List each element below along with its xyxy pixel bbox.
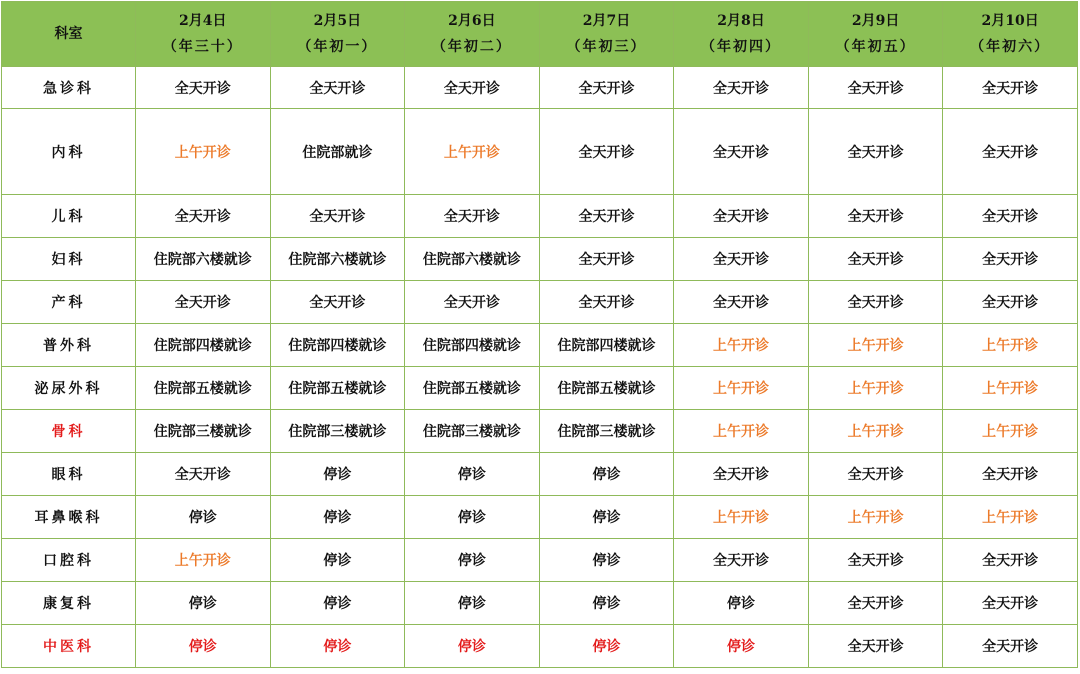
schedule-cell: 全天开诊: [539, 109, 674, 195]
dept-name-cell: 儿科: [2, 195, 136, 238]
schedule-cell: 上午开诊: [674, 367, 809, 410]
table-row: [2, 367, 1078, 410]
schedule-cell: 全天开诊: [674, 453, 809, 496]
table-row: [2, 582, 1078, 625]
schedule-body: [2, 67, 1078, 668]
schedule-cell: 全天开诊: [539, 238, 674, 281]
day-date: 2月8日: [717, 13, 765, 29]
schedule-cell: 全天开诊: [943, 453, 1078, 496]
table-row: [2, 324, 1078, 367]
dept-name-cell: 急诊科: [2, 67, 136, 109]
day-header: [539, 2, 674, 67]
schedule-cell: 上午开诊: [808, 367, 943, 410]
schedule-cell: 停诊: [270, 625, 405, 668]
table-row: [2, 281, 1078, 324]
schedule-cell: 停诊: [539, 625, 674, 668]
table-row: [2, 453, 1078, 496]
dept-name-cell: 内科: [2, 109, 136, 195]
schedule-cell: 上午开诊: [943, 496, 1078, 539]
schedule-cell: 全天开诊: [943, 281, 1078, 324]
dept-name-cell: 眼科: [2, 453, 136, 496]
table-row: [2, 625, 1078, 668]
day-lunar: （年初六）: [970, 39, 1051, 55]
schedule-cell: 住院部三楼就诊: [539, 410, 674, 453]
schedule-cell: 全天开诊: [674, 539, 809, 582]
dept-name-cell: 口腔科: [2, 539, 136, 582]
day-lunar: （年初一）: [297, 39, 378, 55]
dept-name-cell: 泌尿外科: [2, 367, 136, 410]
schedule-cell: 住院部就诊: [270, 109, 405, 195]
schedule-cell: 住院部四楼就诊: [539, 324, 674, 367]
schedule-cell: 停诊: [136, 625, 271, 668]
schedule-cell: 全天开诊: [405, 195, 540, 238]
schedule-cell: 全天开诊: [405, 67, 540, 109]
day-header: [405, 2, 540, 67]
dept-name-cell: 产科: [2, 281, 136, 324]
schedule-cell: 住院部五楼就诊: [136, 367, 271, 410]
schedule-cell: 住院部五楼就诊: [405, 367, 540, 410]
dept-name-cell: 康复科: [2, 582, 136, 625]
schedule-cell: 全天开诊: [674, 195, 809, 238]
schedule-cell: 全天开诊: [808, 281, 943, 324]
day-lunar: （年三十）: [162, 39, 243, 55]
day-lunar: （年初四）: [701, 39, 782, 55]
schedule-cell: 上午开诊: [808, 496, 943, 539]
schedule-cell: 全天开诊: [539, 67, 674, 109]
day-header: [674, 2, 809, 67]
schedule-cell: 停诊: [539, 582, 674, 625]
schedule-cell: 全天开诊: [270, 281, 405, 324]
dept-name-cell: 普外科: [2, 324, 136, 367]
schedule-cell: 全天开诊: [808, 625, 943, 668]
day-date: 2月5日: [313, 13, 362, 29]
schedule-cell: 住院部五楼就诊: [539, 367, 674, 410]
schedule-cell: 住院部四楼就诊: [270, 324, 405, 367]
schedule-cell: 上午开诊: [943, 324, 1078, 367]
table-row: [2, 496, 1078, 539]
table-row: [2, 410, 1078, 453]
schedule-cell: 停诊: [270, 453, 405, 496]
schedule-cell: 停诊: [539, 496, 674, 539]
schedule-cell: 全天开诊: [405, 281, 540, 324]
schedule-cell: 全天开诊: [943, 539, 1078, 582]
schedule-cell: 全天开诊: [136, 453, 271, 496]
schedule-cell: 全天开诊: [808, 539, 943, 582]
schedule-cell: 上午开诊: [674, 324, 809, 367]
schedule-cell: 停诊: [136, 582, 271, 625]
dept-header-label: 科室: [54, 26, 83, 42]
schedule-cell: 全天开诊: [808, 195, 943, 238]
day-date: 2月10日: [981, 13, 1039, 29]
schedule-cell: 全天开诊: [943, 67, 1078, 109]
schedule-cell: 上午开诊: [943, 367, 1078, 410]
schedule-cell: 停诊: [539, 539, 674, 582]
day-lunar: （年初五）: [835, 39, 916, 55]
schedule-cell: 全天开诊: [136, 67, 271, 109]
dept-name-cell: 中医科: [2, 625, 136, 668]
schedule-cell: 停诊: [405, 625, 540, 668]
table-row: [2, 238, 1078, 281]
table-row: [2, 67, 1078, 109]
schedule-cell: 住院部三楼就诊: [270, 410, 405, 453]
clinic-schedule-table: [1, 1, 1078, 668]
header-row: [2, 2, 1078, 67]
day-header: [808, 2, 943, 67]
dept-name-cell: 耳鼻喉科: [2, 496, 136, 539]
schedule-cell: 全天开诊: [674, 281, 809, 324]
dept-column-header: [2, 2, 136, 67]
schedule-cell: 全天开诊: [808, 582, 943, 625]
schedule-cell: 住院部六楼就诊: [405, 238, 540, 281]
schedule-cell: 停诊: [405, 496, 540, 539]
day-lunar: （年初三）: [566, 39, 647, 55]
schedule-cell: 上午开诊: [136, 539, 271, 582]
schedule-cell: 停诊: [270, 582, 405, 625]
table-row: [2, 109, 1078, 195]
schedule-cell: 全天开诊: [539, 195, 674, 238]
schedule-cell: 全天开诊: [943, 195, 1078, 238]
schedule-cell: 住院部六楼就诊: [270, 238, 405, 281]
schedule-cell: 停诊: [405, 582, 540, 625]
schedule-cell: 停诊: [674, 582, 809, 625]
dept-name-cell: 妇科: [2, 238, 136, 281]
schedule-cell: 全天开诊: [808, 453, 943, 496]
schedule-cell: 全天开诊: [674, 238, 809, 281]
day-header: [270, 2, 405, 67]
schedule-cell: 上午开诊: [808, 410, 943, 453]
schedule-cell: 全天开诊: [808, 109, 943, 195]
schedule-cell: 全天开诊: [270, 195, 405, 238]
schedule-cell: 上午开诊: [808, 324, 943, 367]
schedule-cell: 停诊: [270, 496, 405, 539]
schedule-cell: 全天开诊: [674, 109, 809, 195]
schedule-cell: 住院部四楼就诊: [136, 324, 271, 367]
schedule-cell: 全天开诊: [943, 625, 1078, 668]
schedule-cell: 住院部六楼就诊: [136, 238, 271, 281]
schedule-cell: 全天开诊: [539, 281, 674, 324]
schedule-cell: 停诊: [539, 453, 674, 496]
day-lunar: （年初二）: [431, 39, 512, 55]
schedule-cell: 住院部三楼就诊: [405, 410, 540, 453]
schedule-cell: 全天开诊: [943, 582, 1078, 625]
schedule-cell: 上午开诊: [405, 109, 540, 195]
day-date: 2月4日: [179, 13, 227, 29]
schedule-cell: 停诊: [405, 539, 540, 582]
day-date: 2月7日: [582, 13, 631, 29]
schedule-cell: 全天开诊: [808, 238, 943, 281]
schedule-cell: 停诊: [674, 625, 809, 668]
schedule-cell: 全天开诊: [808, 67, 943, 109]
schedule-cell: 全天开诊: [136, 195, 271, 238]
schedule-cell: 全天开诊: [674, 67, 809, 109]
day-header: [136, 2, 271, 67]
schedule-cell: 停诊: [270, 539, 405, 582]
schedule-cell: 上午开诊: [674, 410, 809, 453]
schedule-cell: 停诊: [405, 453, 540, 496]
day-date: 2月9日: [851, 13, 900, 29]
schedule-cell: 住院部三楼就诊: [136, 410, 271, 453]
day-date: 2月6日: [448, 13, 496, 29]
schedule-cell: 全天开诊: [943, 109, 1078, 195]
schedule-cell: 全天开诊: [136, 281, 271, 324]
schedule-cell: 全天开诊: [270, 67, 405, 109]
schedule-cell: 住院部四楼就诊: [405, 324, 540, 367]
schedule-cell: 上午开诊: [943, 410, 1078, 453]
table-row: [2, 539, 1078, 582]
schedule-cell: 停诊: [136, 496, 271, 539]
schedule-cell: 住院部五楼就诊: [270, 367, 405, 410]
schedule-cell: 全天开诊: [943, 238, 1078, 281]
schedule-cell: 上午开诊: [136, 109, 271, 195]
schedule-cell: 上午开诊: [674, 496, 809, 539]
day-header: [943, 2, 1078, 67]
table-row: [2, 195, 1078, 238]
dept-name-cell: 骨科: [2, 410, 136, 453]
